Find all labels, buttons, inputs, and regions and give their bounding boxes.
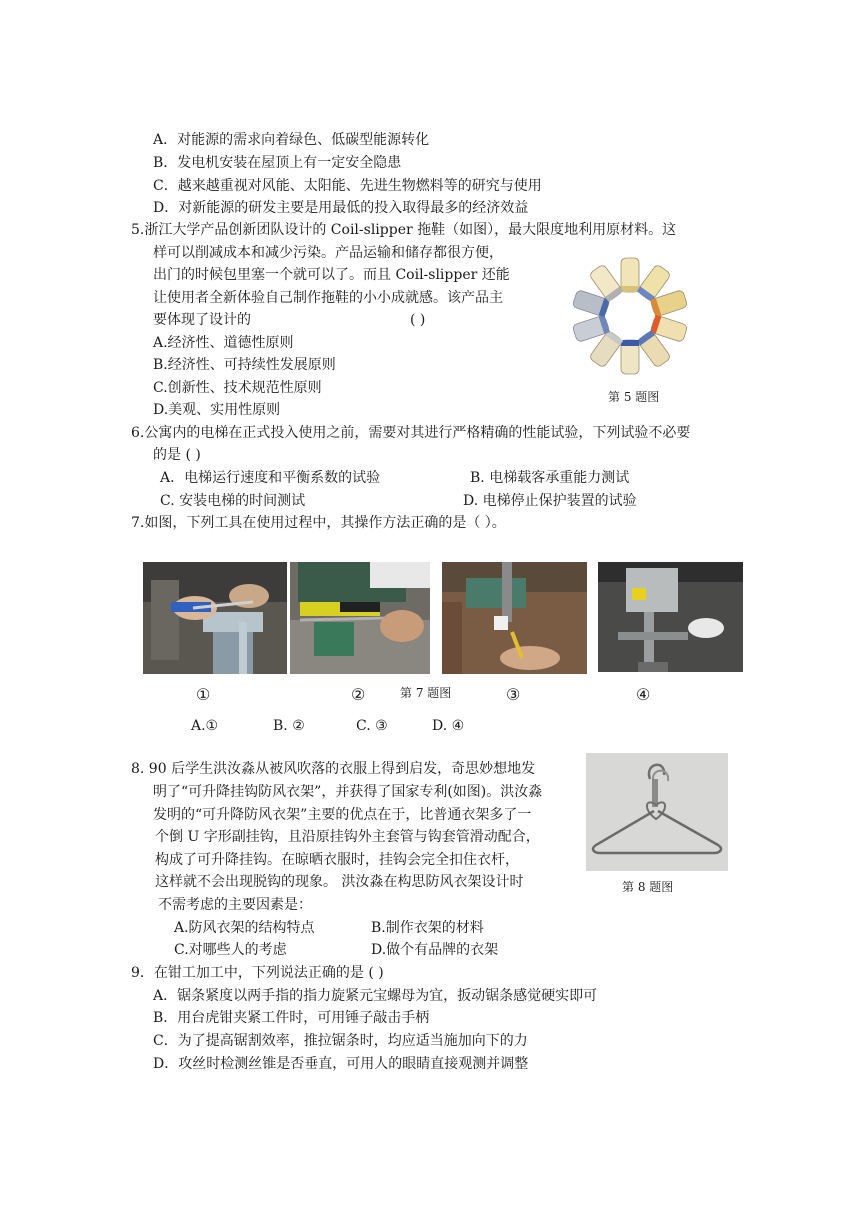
q7-photo-1: [143, 562, 287, 674]
q8-stem-line-7: 不需考虑的主要因素是：: [158, 897, 312, 913]
q6-option-d: D. 电梯停止保护装置的试验: [463, 493, 637, 509]
q5-stem-line-5: 要体现了设计的: [153, 312, 251, 328]
q6-stem-line-1: 6.公寓内的电梯在正式投入使用之前，需要对其进行严格精确的性能试验，下列试验不必要: [131, 425, 691, 441]
q8-stem-line-4: 个倒 U 字形副挂钩，且沿原挂钩外主套管与钩套管滑动配合，: [155, 829, 540, 845]
q4-option-b: B．发电机安装在屋顶上有一定安全隐患: [153, 155, 402, 171]
q5-stem-line-4: 让使用者全新体验自己制作拖鞋的小小成就感。该产品主: [153, 290, 503, 306]
q7-option-c: C. ③: [356, 718, 388, 734]
q9-option-d: D．攻丝时检测丝锥是否垂直，可用人的眼睛直接观测并调整: [153, 1056, 529, 1072]
q5-option-a: A.经济性、道德性原则: [153, 335, 294, 351]
q5-option-b: B.经济性、可持续性发展原则: [153, 357, 336, 373]
q7-label-3: ③: [506, 685, 521, 704]
q8-option-d: D.做个有品牌的衣架: [371, 942, 499, 958]
q6-option-c: C. 安装电梯的时间测试: [160, 493, 306, 509]
q7-photo-4: [598, 562, 743, 672]
q7-option-d: D. ④: [432, 718, 465, 734]
q8-option-c: C.对哪些人的考虑: [174, 942, 287, 958]
q9-option-c: C．为了提高锯割效率，推拉锯条时，均应适当施加向下的力: [153, 1033, 528, 1049]
q5-stem-line-3: 出门的时候包里塞一个就可以了。而且 Coil-slipper 还能: [153, 267, 510, 283]
q7-photo-2: [290, 562, 430, 674]
q6-option-a: A．电梯运行速度和平衡系数的试验: [160, 470, 381, 486]
q5-slipper-photo: [560, 250, 700, 380]
q7-label-4: ④: [636, 685, 651, 704]
q9-option-b: B．用台虎钳夹紧工件时，可用锤子敲击手柄: [153, 1010, 430, 1026]
q5-answer-blank: ( ): [410, 312, 426, 328]
q5-figure-caption: 第 5 题图: [608, 390, 660, 404]
q8-figure-caption: 第 8 题图: [622, 880, 674, 894]
q8-option-b: B.制作衣架的材料: [371, 920, 484, 936]
q7-label-1: ①: [196, 685, 211, 704]
q7-stem: 7.如图，下列工具在使用过程中，其操作方法正确的是（ ）。: [131, 515, 506, 531]
q4-option-c: C．越来越重视对风能、太阳能、先进生物燃料等的研究与使用: [153, 178, 542, 194]
q8-stem-line-6: 这样就不会出现脱钩的现象。 洪汝淼在构思防风衣架设计时: [155, 874, 524, 890]
q8-stem-line-5: 构成了可升降挂钩。在晾晒衣服时，挂钩会完全扣住衣杆，: [155, 852, 519, 868]
q6-stem-line-2: 的是 ( ): [153, 447, 201, 463]
q5-option-d: D.美观、实用性原则: [153, 402, 281, 418]
q7-figure-caption: 第 7 题图: [400, 686, 452, 700]
q4-option-d: D．对新能源的研发主要是用最低的投入取得最多的经济效益: [153, 200, 529, 216]
q9-stem: 9．在钳工加工中，下列说法正确的是 ( ): [131, 965, 384, 981]
q7-label-2: ②: [351, 685, 366, 704]
q7-option-b: B. ②: [273, 718, 305, 734]
q5-option-c: C.创新性、技术规范性原则: [153, 380, 322, 396]
q5-stem-line-2: 样可以削减成本和减少污染。产品运输和储存都很方便，: [153, 245, 503, 261]
q4-option-a: A．对能源的需求向着绿色、低碳型能源转化: [153, 132, 430, 148]
q7-photo-3: [442, 562, 587, 674]
q8-stem-line-2: 明了“可升降挂钩防风衣架”，并获得了国家专利(如图)。洪汝淼: [153, 784, 543, 800]
q5-stem-line-1: 5.浙江大学产品创新团队设计的 Coil-slipper 拖鞋（如图），最大限度地利用原材料。这: [131, 222, 677, 238]
q8-option-a: A.防风衣架的结构特点: [174, 920, 315, 936]
q6-option-b: B. 电梯载客承重能力测试: [470, 470, 630, 486]
q8-stem-line-1: 8. 90 后学生洪汝淼从被风吹落的衣服上得到启发，奇思妙想地发: [131, 761, 536, 777]
q8-hanger-photo: [586, 753, 728, 871]
q9-option-a: A．锯条紧度以两手指的指力旋紧元宝螺母为宜，扳动锯条感觉硬实即可: [153, 988, 598, 1004]
q8-stem-line-3: 发明的“可升降防风衣架”主要的优点在于，比普通衣架多了一: [153, 807, 532, 823]
q7-option-a: A.①: [191, 718, 219, 734]
